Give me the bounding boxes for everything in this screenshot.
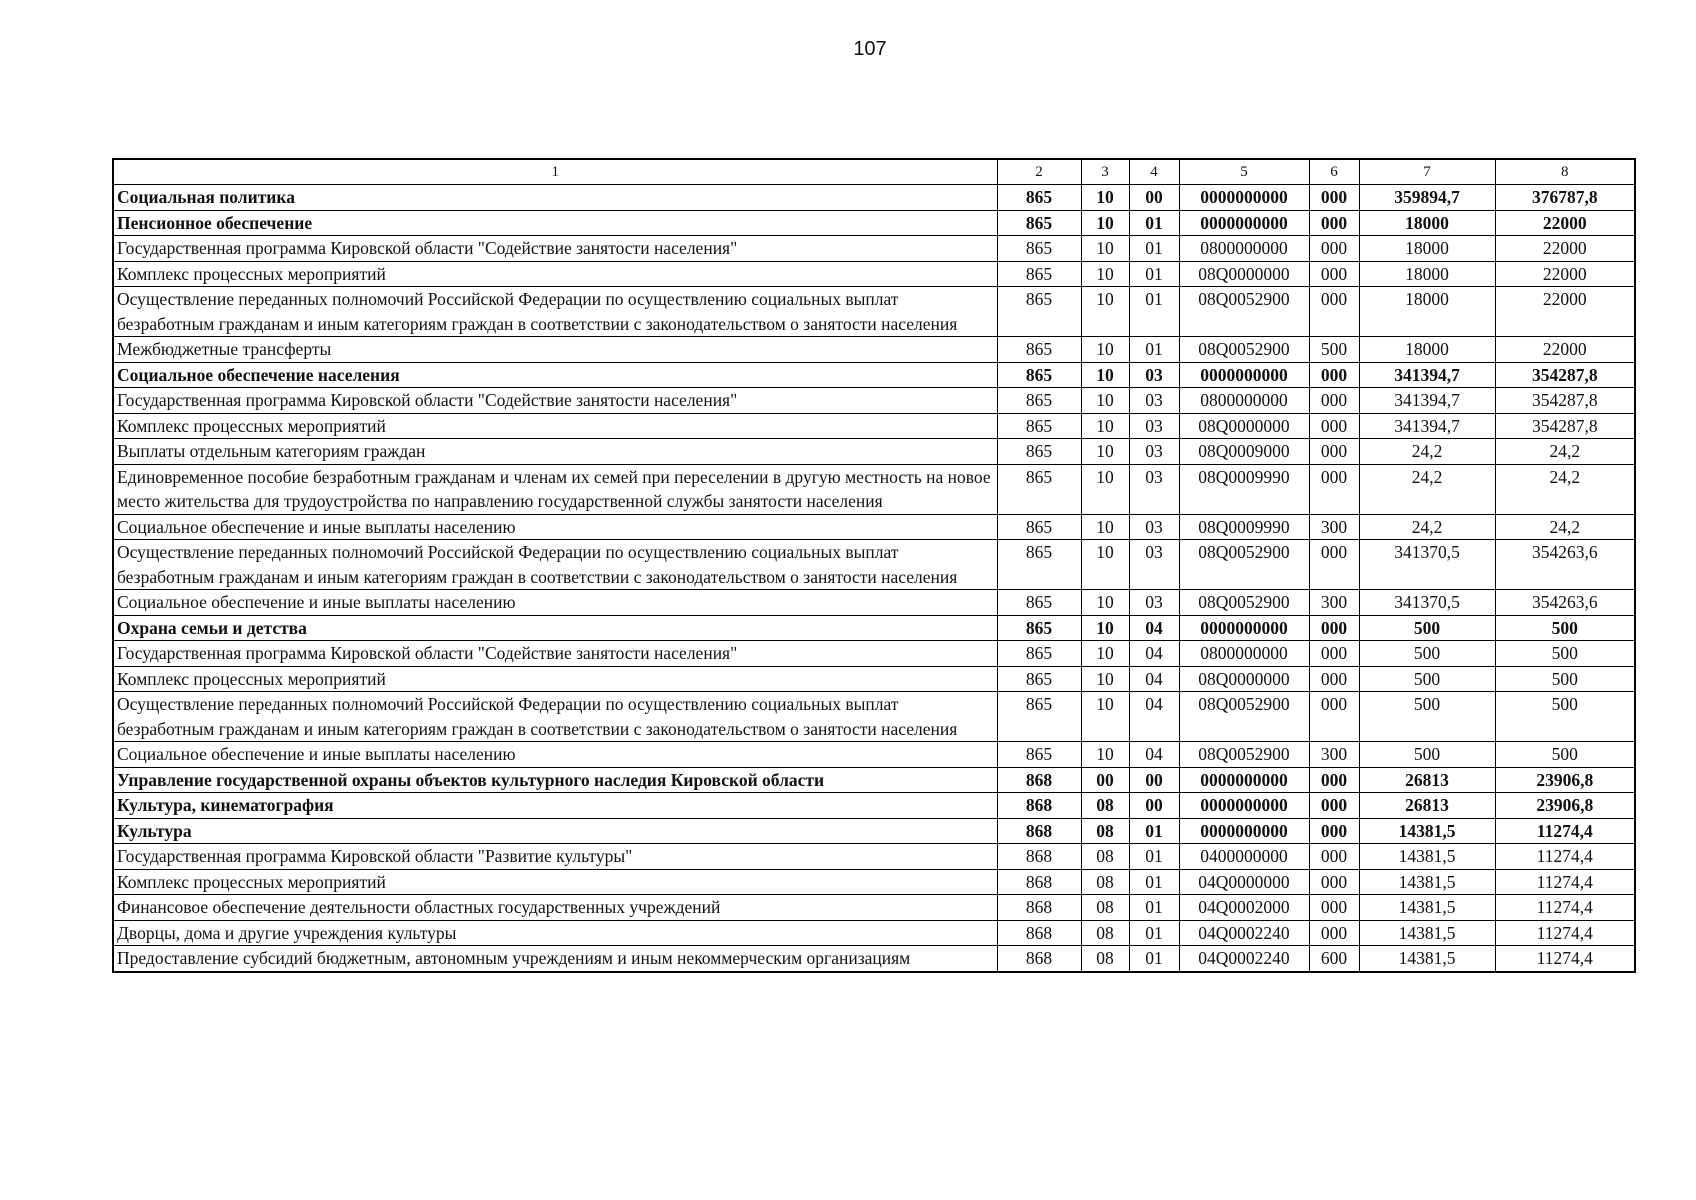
- expense-type-cell: 000: [1309, 388, 1359, 414]
- target-article-cell: 08Q0052900: [1179, 540, 1309, 590]
- table-row: [113, 388, 1635, 414]
- target-article-cell: 08Q0009000: [1179, 439, 1309, 465]
- section-cell: 10: [1081, 464, 1129, 514]
- header-cell-5: 5: [1179, 159, 1309, 185]
- amount-year1-cell: 14381,5: [1359, 818, 1495, 844]
- subsection-cell: 03: [1129, 362, 1179, 388]
- amount-year1-cell: 14381,5: [1359, 895, 1495, 921]
- ministry-code-cell: 865: [997, 337, 1081, 363]
- table-row: [113, 210, 1635, 236]
- page-number: 107: [853, 38, 887, 60]
- ministry-code-cell: 865: [997, 514, 1081, 540]
- table-row: [113, 895, 1635, 921]
- section-cell: 08: [1081, 818, 1129, 844]
- target-article-cell: 0000000000: [1179, 185, 1309, 211]
- expense-type-cell: 000: [1309, 362, 1359, 388]
- section-cell: 10: [1081, 514, 1129, 540]
- section-cell: 08: [1081, 844, 1129, 870]
- row-name-cell: Социальное обеспечение и иные выплаты населению: [113, 742, 997, 768]
- subsection-cell: 00: [1129, 793, 1179, 819]
- subsection-cell: 03: [1129, 514, 1179, 540]
- expense-type-cell: 000: [1309, 185, 1359, 211]
- subsection-cell: 01: [1129, 261, 1179, 287]
- target-article-cell: 08Q0000000: [1179, 413, 1309, 439]
- subsection-cell: 01: [1129, 236, 1179, 262]
- expense-type-cell: 000: [1309, 920, 1359, 946]
- target-article-cell: 0000000000: [1179, 362, 1309, 388]
- row-name-cell: Единовременное пособие безработным гражданам и членам их семей при переселении в другую местность на новое место жительства для трудоустройства по направлению государственной службы занятости населения: [113, 464, 997, 514]
- expense-type-cell: 000: [1309, 818, 1359, 844]
- expense-type-cell: 000: [1309, 261, 1359, 287]
- table-row: [113, 362, 1635, 388]
- amount-year1-cell: 24,2: [1359, 464, 1495, 514]
- table-row: [113, 742, 1635, 768]
- target-article-cell: 04Q0002240: [1179, 920, 1309, 946]
- subsection-cell: 01: [1129, 337, 1179, 363]
- ministry-code-cell: 865: [997, 362, 1081, 388]
- row-name-cell: Социальная политика: [113, 185, 997, 211]
- subsection-cell: 01: [1129, 895, 1179, 921]
- section-cell: 10: [1081, 641, 1129, 667]
- expense-type-cell: 000: [1309, 666, 1359, 692]
- row-name-cell: Управление государственной охраны объектов культурного наследия Кировской области: [113, 767, 997, 793]
- row-name-cell: Осуществление переданных полномочий Российской Федерации по осуществлению социальных выплат безработным гражданам и иным категориям граждан в соответствии с законодательством о занятости населения: [113, 692, 997, 742]
- subsection-cell: 01: [1129, 946, 1179, 972]
- ministry-code-cell: 865: [997, 540, 1081, 590]
- table-row: [113, 692, 1635, 742]
- row-name-cell: Государственная программа Кировской области "Содействие занятости населения": [113, 388, 997, 414]
- subsection-cell: 00: [1129, 185, 1179, 211]
- amount-year2-cell: 11274,4: [1495, 946, 1635, 972]
- subsection-cell: 01: [1129, 818, 1179, 844]
- ministry-code-cell: 868: [997, 844, 1081, 870]
- ministry-code-cell: 868: [997, 895, 1081, 921]
- amount-year1-cell: 18000: [1359, 287, 1495, 337]
- amount-year2-cell: 354287,8: [1495, 413, 1635, 439]
- amount-year2-cell: 11274,4: [1495, 920, 1635, 946]
- amount-year1-cell: 14381,5: [1359, 869, 1495, 895]
- target-article-cell: 0800000000: [1179, 236, 1309, 262]
- subsection-cell: 01: [1129, 287, 1179, 337]
- expense-type-cell: 000: [1309, 210, 1359, 236]
- section-cell: 10: [1081, 287, 1129, 337]
- amount-year2-cell: 22000: [1495, 287, 1635, 337]
- ministry-code-cell: 865: [997, 439, 1081, 465]
- amount-year2-cell: 11274,4: [1495, 869, 1635, 895]
- target-article-cell: 0000000000: [1179, 818, 1309, 844]
- row-name-cell: Предоставление субсидий бюджетным, автономным учреждениям и иным некоммерческим организациям: [113, 946, 997, 972]
- amount-year1-cell: 500: [1359, 692, 1495, 742]
- row-name-cell: Дворцы, дома и другие учреждения культуры: [113, 920, 997, 946]
- expense-type-cell: 000: [1309, 895, 1359, 921]
- expense-type-cell: 000: [1309, 287, 1359, 337]
- row-name-cell: Культура, кинематография: [113, 793, 997, 819]
- target-article-cell: 0000000000: [1179, 210, 1309, 236]
- row-name-cell: Пенсионное обеспечение: [113, 210, 997, 236]
- row-name-cell: Государственная программа Кировской области "Содействие занятости населения": [113, 641, 997, 667]
- target-article-cell: 08Q0009990: [1179, 514, 1309, 540]
- subsection-cell: 03: [1129, 413, 1179, 439]
- subsection-cell: 04: [1129, 666, 1179, 692]
- ministry-code-cell: 865: [997, 287, 1081, 337]
- row-name-cell: Комплекс процессных мероприятий: [113, 261, 997, 287]
- table-row: [113, 236, 1635, 262]
- amount-year2-cell: 500: [1495, 692, 1635, 742]
- target-article-cell: 04Q0000000: [1179, 869, 1309, 895]
- ministry-code-cell: 865: [997, 742, 1081, 768]
- subsection-cell: 01: [1129, 210, 1179, 236]
- amount-year1-cell: 18000: [1359, 261, 1495, 287]
- section-cell: 08: [1081, 895, 1129, 921]
- amount-year1-cell: 341394,7: [1359, 388, 1495, 414]
- amount-year1-cell: 18000: [1359, 337, 1495, 363]
- table-row: [113, 464, 1635, 514]
- ministry-code-cell: 868: [997, 869, 1081, 895]
- section-cell: 10: [1081, 666, 1129, 692]
- amount-year2-cell: 24,2: [1495, 514, 1635, 540]
- target-article-cell: 08Q0052900: [1179, 742, 1309, 768]
- table-row: [113, 261, 1635, 287]
- target-article-cell: 08Q0052900: [1179, 337, 1309, 363]
- row-name-cell: Социальное обеспечение и иные выплаты населению: [113, 590, 997, 616]
- row-name-cell: Комплекс процессных мероприятий: [113, 869, 997, 895]
- subsection-cell: 03: [1129, 388, 1179, 414]
- target-article-cell: 08Q0000000: [1179, 666, 1309, 692]
- header-cell-2: 2: [997, 159, 1081, 185]
- table-body: [113, 159, 1635, 972]
- amount-year2-cell: 24,2: [1495, 464, 1635, 514]
- amount-year1-cell: 341370,5: [1359, 590, 1495, 616]
- section-cell: 10: [1081, 261, 1129, 287]
- amount-year2-cell: 354263,6: [1495, 540, 1635, 590]
- ministry-code-cell: 865: [997, 590, 1081, 616]
- ministry-code-cell: 865: [997, 464, 1081, 514]
- amount-year2-cell: 354287,8: [1495, 362, 1635, 388]
- row-name-cell: Финансовое обеспечение деятельности областных государственных учреждений: [113, 895, 997, 921]
- table-row: [113, 818, 1635, 844]
- subsection-cell: 01: [1129, 869, 1179, 895]
- target-article-cell: 08Q0052900: [1179, 692, 1309, 742]
- section-cell: 10: [1081, 236, 1129, 262]
- section-cell: 10: [1081, 615, 1129, 641]
- section-cell: 10: [1081, 413, 1129, 439]
- row-name-cell: Осуществление переданных полномочий Российской Федерации по осуществлению социальных выплат безработным гражданам и иным категориям граждан в соответствии с законодательством о занятости населения: [113, 540, 997, 590]
- amount-year2-cell: 11274,4: [1495, 818, 1635, 844]
- table-row: [113, 514, 1635, 540]
- section-cell: 10: [1081, 742, 1129, 768]
- amount-year2-cell: 22000: [1495, 210, 1635, 236]
- table-row: [113, 793, 1635, 819]
- target-article-cell: 08Q0052900: [1179, 287, 1309, 337]
- ministry-code-cell: 865: [997, 692, 1081, 742]
- amount-year2-cell: 500: [1495, 615, 1635, 641]
- expense-type-cell: 000: [1309, 439, 1359, 465]
- header-cell-6: 6: [1309, 159, 1359, 185]
- section-cell: 10: [1081, 388, 1129, 414]
- table-row: [113, 590, 1635, 616]
- header-cell-3: 3: [1081, 159, 1129, 185]
- ministry-code-cell: 865: [997, 185, 1081, 211]
- ministry-code-cell: 868: [997, 818, 1081, 844]
- ministry-code-cell: 865: [997, 641, 1081, 667]
- target-article-cell: 0800000000: [1179, 388, 1309, 414]
- section-cell: 10: [1081, 337, 1129, 363]
- amount-year2-cell: 23906,8: [1495, 767, 1635, 793]
- subsection-cell: 03: [1129, 540, 1179, 590]
- amount-year2-cell: 500: [1495, 641, 1635, 667]
- ministry-code-cell: 868: [997, 793, 1081, 819]
- row-name-cell: Комплекс процессных мероприятий: [113, 413, 997, 439]
- target-article-cell: 08Q0000000: [1179, 261, 1309, 287]
- expense-type-cell: 300: [1309, 514, 1359, 540]
- expense-type-cell: 300: [1309, 590, 1359, 616]
- subsection-cell: 03: [1129, 590, 1179, 616]
- amount-year1-cell: 500: [1359, 666, 1495, 692]
- table-row: [113, 946, 1635, 972]
- table-row: [113, 540, 1635, 590]
- ministry-code-cell: 865: [997, 210, 1081, 236]
- ministry-code-cell: 865: [997, 615, 1081, 641]
- amount-year1-cell: 359894,7: [1359, 185, 1495, 211]
- ministry-code-cell: 865: [997, 666, 1081, 692]
- amount-year2-cell: 354287,8: [1495, 388, 1635, 414]
- expense-type-cell: 000: [1309, 464, 1359, 514]
- expense-type-cell: 300: [1309, 742, 1359, 768]
- target-article-cell: 04Q0002000: [1179, 895, 1309, 921]
- amount-year1-cell: 341394,7: [1359, 413, 1495, 439]
- row-name-cell: Социальное обеспечение и иные выплаты населению: [113, 514, 997, 540]
- amount-year1-cell: 18000: [1359, 236, 1495, 262]
- amount-year2-cell: 24,2: [1495, 439, 1635, 465]
- table-row: [113, 439, 1635, 465]
- table-row: [113, 844, 1635, 870]
- ministry-code-cell: 865: [997, 413, 1081, 439]
- header-cell-1: 1: [113, 159, 997, 185]
- section-cell: 10: [1081, 185, 1129, 211]
- table-row: [113, 920, 1635, 946]
- table-row: [113, 287, 1635, 337]
- subsection-cell: 00: [1129, 767, 1179, 793]
- target-article-cell: 08Q0052900: [1179, 590, 1309, 616]
- target-article-cell: 0000000000: [1179, 767, 1309, 793]
- amount-year2-cell: 11274,4: [1495, 844, 1635, 870]
- ministry-code-cell: 865: [997, 261, 1081, 287]
- header-cell-4: 4: [1129, 159, 1179, 185]
- row-name-cell: Межбюджетные трансферты: [113, 337, 997, 363]
- expense-type-cell: 000: [1309, 692, 1359, 742]
- section-cell: 10: [1081, 210, 1129, 236]
- expense-type-cell: 000: [1309, 793, 1359, 819]
- target-article-cell: 0400000000: [1179, 844, 1309, 870]
- row-name-cell: Охрана семьи и детства: [113, 615, 997, 641]
- table-row: [113, 615, 1635, 641]
- section-cell: 08: [1081, 920, 1129, 946]
- section-cell: 10: [1081, 590, 1129, 616]
- amount-year1-cell: 341370,5: [1359, 540, 1495, 590]
- target-article-cell: 08Q0009990: [1179, 464, 1309, 514]
- target-article-cell: 04Q0002240: [1179, 946, 1309, 972]
- table-row: [113, 666, 1635, 692]
- expense-type-cell: 600: [1309, 946, 1359, 972]
- amount-year1-cell: 500: [1359, 641, 1495, 667]
- expense-type-cell: 000: [1309, 540, 1359, 590]
- target-article-cell: 0000000000: [1179, 793, 1309, 819]
- amount-year2-cell: 22000: [1495, 337, 1635, 363]
- row-name-cell: Культура: [113, 818, 997, 844]
- subsection-cell: 04: [1129, 692, 1179, 742]
- amount-year1-cell: 26813: [1359, 767, 1495, 793]
- amount-year1-cell: 14381,5: [1359, 946, 1495, 972]
- table-row: [113, 337, 1635, 363]
- target-article-cell: 0000000000: [1179, 615, 1309, 641]
- ministry-code-cell: 868: [997, 946, 1081, 972]
- row-name-cell: Выплаты отдельным категориям граждан: [113, 439, 997, 465]
- amount-year2-cell: 500: [1495, 742, 1635, 768]
- amount-year2-cell: 22000: [1495, 261, 1635, 287]
- amount-year2-cell: 22000: [1495, 236, 1635, 262]
- amount-year2-cell: 11274,4: [1495, 895, 1635, 921]
- amount-year1-cell: 24,2: [1359, 439, 1495, 465]
- header-row: [113, 159, 1635, 185]
- header-cell-8: 8: [1495, 159, 1635, 185]
- subsection-cell: 04: [1129, 742, 1179, 768]
- ministry-code-cell: 868: [997, 920, 1081, 946]
- section-cell: 08: [1081, 869, 1129, 895]
- table-row: [113, 767, 1635, 793]
- amount-year1-cell: 24,2: [1359, 514, 1495, 540]
- table-row: [113, 641, 1635, 667]
- expense-type-cell: 000: [1309, 844, 1359, 870]
- amount-year1-cell: 14381,5: [1359, 844, 1495, 870]
- subsection-cell: 04: [1129, 615, 1179, 641]
- expense-type-cell: 000: [1309, 869, 1359, 895]
- subsection-cell: 01: [1129, 920, 1179, 946]
- target-article-cell: 0800000000: [1179, 641, 1309, 667]
- amount-year2-cell: 376787,8: [1495, 185, 1635, 211]
- subsection-cell: 04: [1129, 641, 1179, 667]
- section-cell: 10: [1081, 540, 1129, 590]
- expense-type-cell: 000: [1309, 615, 1359, 641]
- section-cell: 10: [1081, 362, 1129, 388]
- expense-type-cell: 000: [1309, 413, 1359, 439]
- expense-type-cell: 000: [1309, 641, 1359, 667]
- ministry-code-cell: 865: [997, 236, 1081, 262]
- row-name-cell: Государственная программа Кировской области "Содействие занятости населения": [113, 236, 997, 262]
- amount-year1-cell: 341394,7: [1359, 362, 1495, 388]
- section-cell: 00: [1081, 767, 1129, 793]
- expense-type-cell: 500: [1309, 337, 1359, 363]
- ministry-code-cell: 865: [997, 388, 1081, 414]
- row-name-cell: Социальное обеспечение населения: [113, 362, 997, 388]
- section-cell: 10: [1081, 439, 1129, 465]
- amount-year2-cell: 354263,6: [1495, 590, 1635, 616]
- amount-year1-cell: 26813: [1359, 793, 1495, 819]
- subsection-cell: 03: [1129, 439, 1179, 465]
- row-name-cell: Осуществление переданных полномочий Российской Федерации по осуществлению социальных выплат безработным гражданам и иным категориям граждан в соответствии с законодательством о занятости населения: [113, 287, 997, 337]
- header-cell-7: 7: [1359, 159, 1495, 185]
- row-name-cell: Государственная программа Кировской области "Развитие культуры": [113, 844, 997, 870]
- expense-type-cell: 000: [1309, 236, 1359, 262]
- row-name-cell: Комплекс процессных мероприятий: [113, 666, 997, 692]
- table-row: [113, 869, 1635, 895]
- table-row: [113, 185, 1635, 211]
- subsection-cell: 01: [1129, 844, 1179, 870]
- amount-year1-cell: 500: [1359, 615, 1495, 641]
- amount-year1-cell: 14381,5: [1359, 920, 1495, 946]
- expense-type-cell: 000: [1309, 767, 1359, 793]
- section-cell: 08: [1081, 946, 1129, 972]
- table-row: [113, 413, 1635, 439]
- amount-year1-cell: 18000: [1359, 210, 1495, 236]
- budget-table: [112, 158, 1636, 973]
- subsection-cell: 03: [1129, 464, 1179, 514]
- amount-year2-cell: 500: [1495, 666, 1635, 692]
- amount-year1-cell: 500: [1359, 742, 1495, 768]
- ministry-code-cell: 868: [997, 767, 1081, 793]
- amount-year2-cell: 23906,8: [1495, 793, 1635, 819]
- section-cell: 10: [1081, 692, 1129, 742]
- section-cell: 08: [1081, 793, 1129, 819]
